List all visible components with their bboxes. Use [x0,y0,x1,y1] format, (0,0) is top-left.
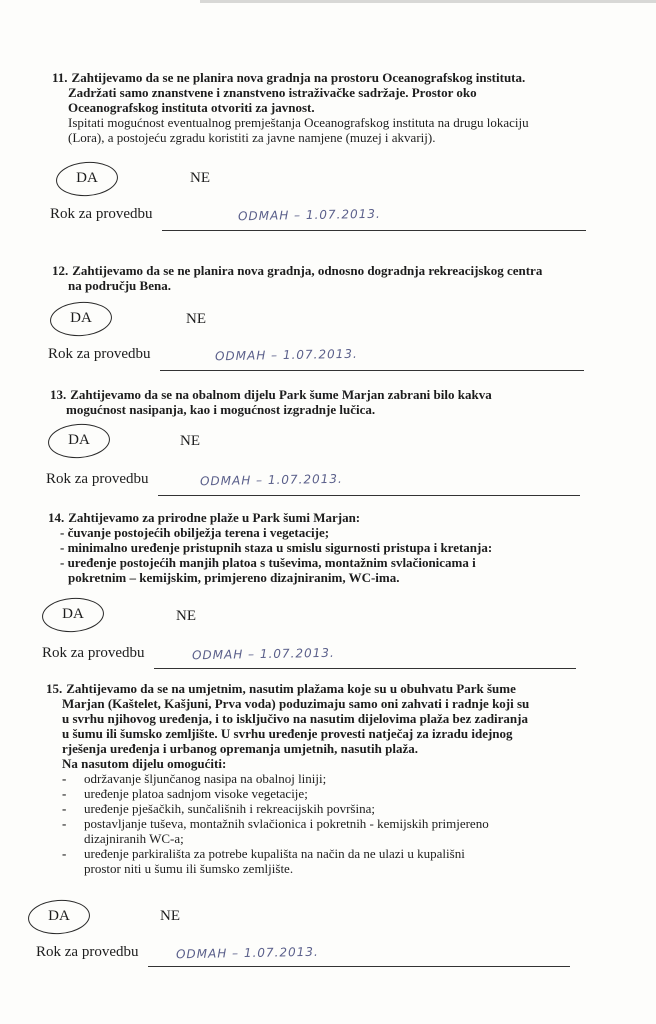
handwritten-date: ODMAH – 1.07.2013. [214,346,358,364]
signature-line [162,230,586,231]
handwritten-date: ODMAH – 1.07.2013. [237,206,381,224]
item-14 [48,510,608,585]
rok-label: Rok za provedbu [36,944,139,960]
da-label: DA [62,606,84,622]
ne-label: NE [190,170,210,186]
dash-mark [62,831,84,846]
handwritten-date: ODMAH – 1.07.2013. [191,645,335,663]
ne-label: NE [176,608,196,624]
rok-label: Rok za provedbu [50,206,153,222]
dash-list-item: - održavanje šljunčanog nasipa na obalnoj liniji; [62,771,327,786]
dash-mark: - [62,846,67,861]
item-body-line: Ispitati mogućnost eventualnog premještanja Oceanografskog instituta na drugu lokaciju [68,115,529,130]
item-heading-line: rješenja uređenja i urbanog opremanja umjetnih, nasutih plaža. [62,741,418,756]
ne-label: NE [160,908,180,924]
item-heading-line: u svrhu njihovog uređenja, i to isključivo na nasutim dijelovima plaža bez zadiranja [62,711,528,726]
dash-list-item: - uređenje pješačkih, sunčališnih i rekreacijskih površina; [62,801,375,816]
item-heading-line: mogućnost nasipanja, kao i mogućnost izgradnje lučica. [66,402,376,417]
rok-label: Rok za provedbu [46,471,149,487]
dash-mark: - [62,786,67,801]
item-number: 11. [52,70,68,85]
item-heading-line: u šumu ili šumsko zemljište. U svrhu uređenje provesti natječaj za izradu idejnog [62,726,513,741]
item-13 [50,387,610,417]
bullet-line: - čuvanje postojećih obilježja terena i vegetacije; [60,525,330,540]
da-label: DA [68,432,90,448]
item-15 [46,681,616,876]
handwritten-date: ODMAH – 1.07.2013. [175,944,319,962]
ne-label: NE [186,311,206,327]
ne-label: NE [180,433,200,449]
item-heading-line: Marjan (Kaštelet, Kašjuni, Prva voda) poduzimaju samo oni zahvati i radnje koji su [62,696,530,711]
item-heading-line: Zahtijevamo da se ne planira nova gradnja, odnosno dogradnja rekreacijskog centra [72,263,543,278]
dash-mark: - [62,771,67,786]
bullet-line: pokretnim – kemijskim, primjereno dizajniranim, WC-ima. [68,570,400,585]
dash-list-item: - uređenje parkirališta za potrebe kupališta na način da ne ulazi u kupališni [62,846,465,861]
item-heading-line: Zadržati samo znanstvene i znanstveno istraživačke sadržaje. Prostor oko [68,85,477,100]
signature-line [160,370,584,371]
dash-list-item: - uređenje platoa sadnjom visoke vegetacije; [62,786,308,801]
signature-line [158,495,580,496]
da-label: DA [70,310,92,326]
item-heading-line: Na nasutom dijelu omogućiti: [62,756,227,771]
item-heading-line: Zahtijevamo za prirodne plaže u Park šumi Marjan: [68,510,361,525]
dash-mark: - [62,801,67,816]
dash-list-item: - postavljanje tuševa, montažnih svlačionica i pokretnih - kemijskih primjereno [62,816,489,831]
da-circled [56,162,118,196]
bullet-line: - uređenje postojećih manjih platoa s tuševima, montažnim svlačionicama i [60,555,476,570]
handwritten-date: ODMAH – 1.07.2013. [199,471,343,489]
da-label: DA [76,170,98,186]
dash-list-item: prostor niti u šumu ili šumsko zemljište. [46,861,616,876]
item-12 [52,263,612,293]
item-number: 14. [48,510,65,525]
bullet-line: - minimalno uređenje pristupnih staza u smislu sigurnosti pristupa i kretanja: [60,540,493,555]
dash-mark: - [62,816,67,831]
item-number: 12. [52,263,69,278]
dash-list-item: dizajniranih WC-a; [46,831,616,846]
item-heading-line: Zahtijevamo da se ne planira nova gradnja na prostoru Oceanografskog instituta. [71,70,526,85]
signature-line [154,668,576,669]
item-heading-line: na području Bena. [68,278,171,293]
item-heading-line: Zahtijevamo da se na obalnom dijelu Park šume Marjan zabrani bilo kakva [70,387,492,402]
dash-mark [62,861,84,876]
da-circled [48,424,110,458]
scan-edge [200,0,656,3]
da-circled [42,598,104,632]
item-heading-line: Zahtijevamo da se na umjetnim, nasutim plažama koje su u obuhvatu Park šume [66,681,516,696]
signature-line [148,966,570,967]
item-heading-line: Oceanografskog instituta otvoriti za javnost. [68,100,315,115]
rok-label: Rok za provedbu [42,645,145,661]
item-number: 13. [50,387,67,402]
da-circled [28,900,90,934]
item-body-line: (Lora), a postojeću zgradu koristiti za javne namjene (muzej i akvarij). [68,130,436,145]
rok-label: Rok za provedbu [48,346,151,362]
item-number: 15. [46,681,63,696]
da-circled [50,302,112,336]
item-11 [52,70,612,145]
da-label: DA [48,908,70,924]
